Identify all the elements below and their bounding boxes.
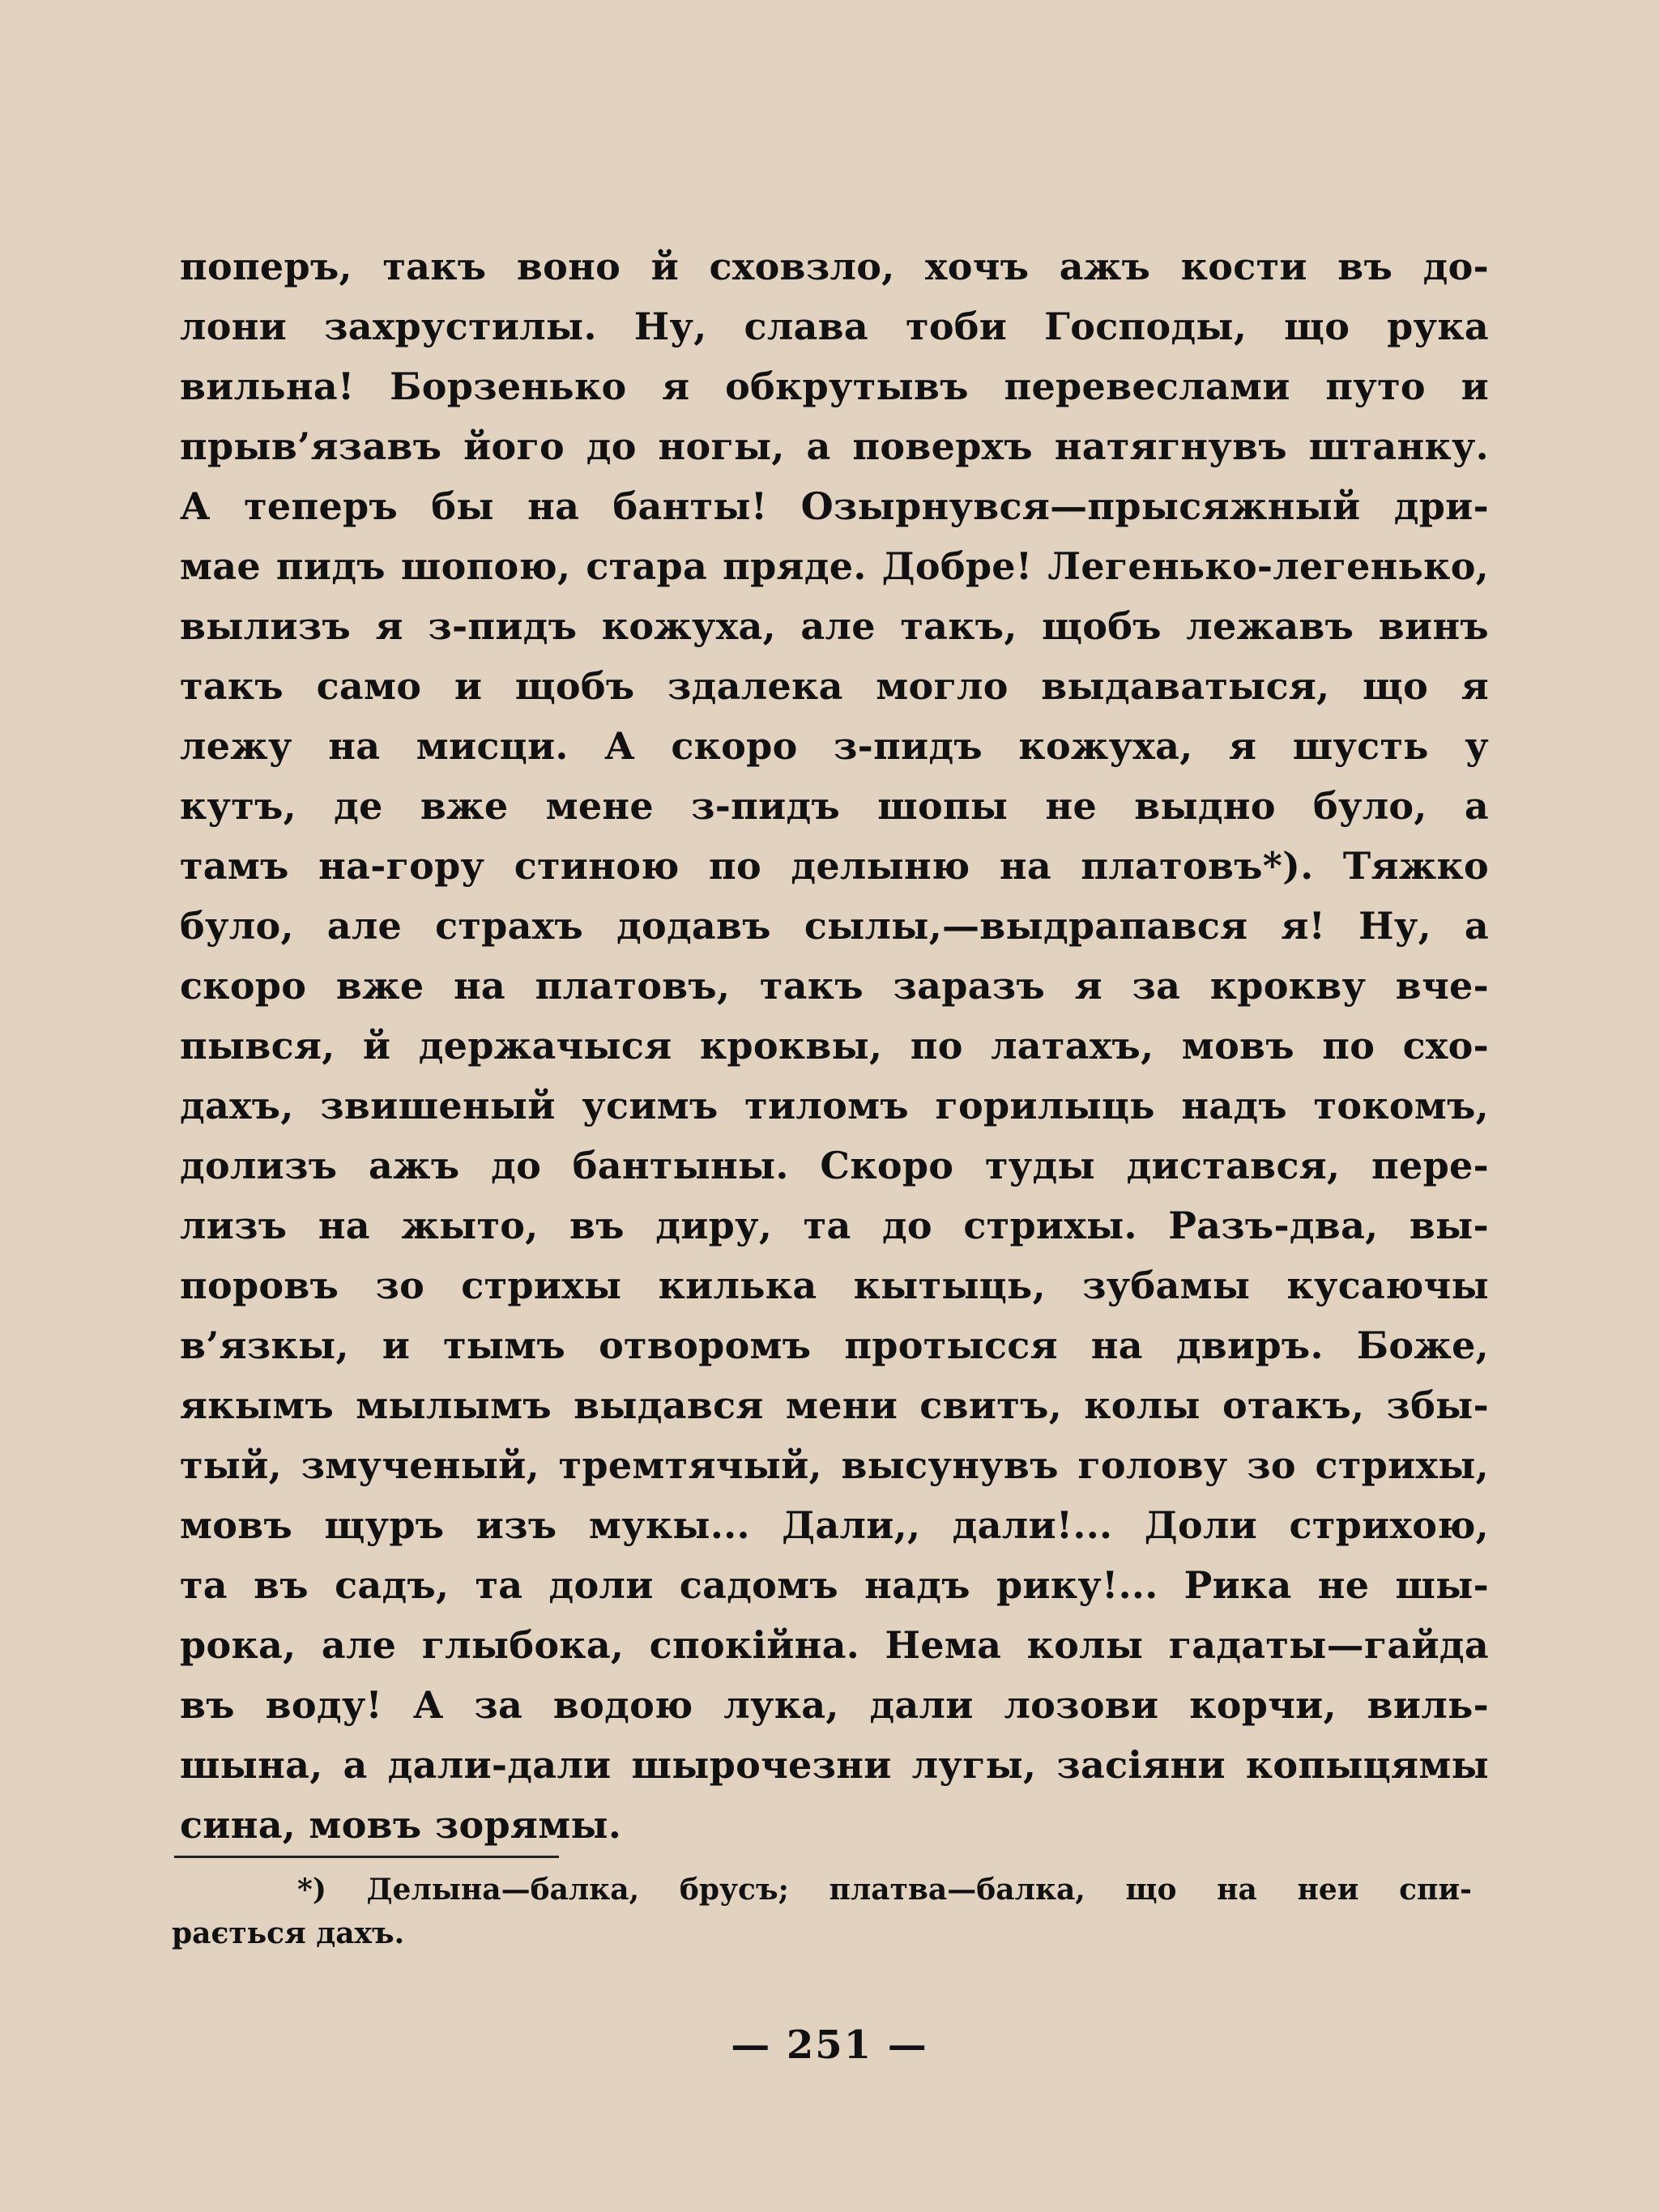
text-line: в’язкы, и тымъ отворомъ протысся на двиръ. Боже, xyxy=(180,1323,1489,1367)
text-line: лони захрустилы. Ну, слава тоби Господы, що рука xyxy=(180,305,1489,348)
text-line: тый, змученый, тремтячый, высунувъ голову зо стрихы, xyxy=(180,1443,1489,1487)
text-line: шына, а дали-дали шырочезни лугы, засіяни копыцямы xyxy=(180,1743,1489,1787)
text-line: та въ садъ, та доли садомъ надъ рику!... Рика не шы- xyxy=(180,1563,1489,1607)
text-line: такъ само и щобъ здалека могло выдаватыся, що я xyxy=(180,664,1489,708)
text-line: лежу на мисци. А скоро з-пидъ кожуха, я шусть у xyxy=(180,724,1489,768)
text-line: вильна! Борзенько я обкрутывъ перевеслами путо и xyxy=(180,364,1489,408)
text-line: пывся, й держачыся кроквы, по латахъ, мовъ по схо- xyxy=(180,1024,1489,1068)
page-number: — 251 — xyxy=(731,2022,928,2068)
text-line: мовъ щуръ изъ мукы... Дали,, дали!... Доли стрихою, xyxy=(180,1503,1489,1547)
text-line: якымъ мылымъ выдався мени свитъ, колы отакъ, збы- xyxy=(180,1383,1489,1427)
footnote-line: *) Делына—балка, брусъ; платва—балка, що на неи спи- xyxy=(297,1873,1472,1907)
footnote-divider xyxy=(174,1856,559,1858)
text-line: лизъ на жыто, въ диру, та до стрихы. Разъ-два, вы- xyxy=(180,1204,1489,1247)
text-line: долизъ ажъ до бантыны. Скоро туды дистався, пере- xyxy=(180,1144,1489,1187)
text-line: скоро вже на платовъ, такъ заразъ я за крокву вче- xyxy=(180,964,1489,1008)
main-text xyxy=(180,237,1489,1855)
text-line: А теперъ бы на банты! Озырнувся—прысяжный дри- xyxy=(180,484,1489,528)
text-line: поровъ зо стрихы килька кытыць, зубамы кусаючы xyxy=(180,1264,1489,1307)
footnote-line: рається дахъ. xyxy=(172,1916,405,1950)
text-line: въ воду! А за водою лука, дали лозови корчи, виль- xyxy=(180,1683,1489,1727)
text-line: було, але страхъ додавъ сылы,—выдрапався я! Ну, а xyxy=(180,904,1489,948)
text-line: дахъ, звишеный усимъ тиломъ горилыць надъ токомъ, xyxy=(180,1084,1489,1127)
text-line: вылизъ я з-пидъ кожуха, але такъ, щобъ лежавъ винъ xyxy=(180,604,1489,648)
text-line: тамъ на-гору стиною по делыню на платовъ*). Тяжко xyxy=(180,844,1489,888)
text-line: поперъ, такъ воно й сховзло, хочъ ажъ кости въ до- xyxy=(180,245,1489,288)
footnote xyxy=(172,1868,1472,1955)
text-line: мае пидъ шопою, стара пряде. Добре! Легенько-легенько, xyxy=(180,544,1489,588)
text-line: рока, але глыбока, спокійна. Нема колы гадаты—гайда xyxy=(180,1623,1489,1667)
text-line: кутъ, де вже мене з-пидъ шопы не выдно було, а xyxy=(180,784,1489,828)
text-line: прыв’язавъ його до ногы, а поверхъ натягнувъ штанку. xyxy=(180,424,1489,468)
text-line: сина, мовъ зорямы. xyxy=(180,1803,622,1847)
